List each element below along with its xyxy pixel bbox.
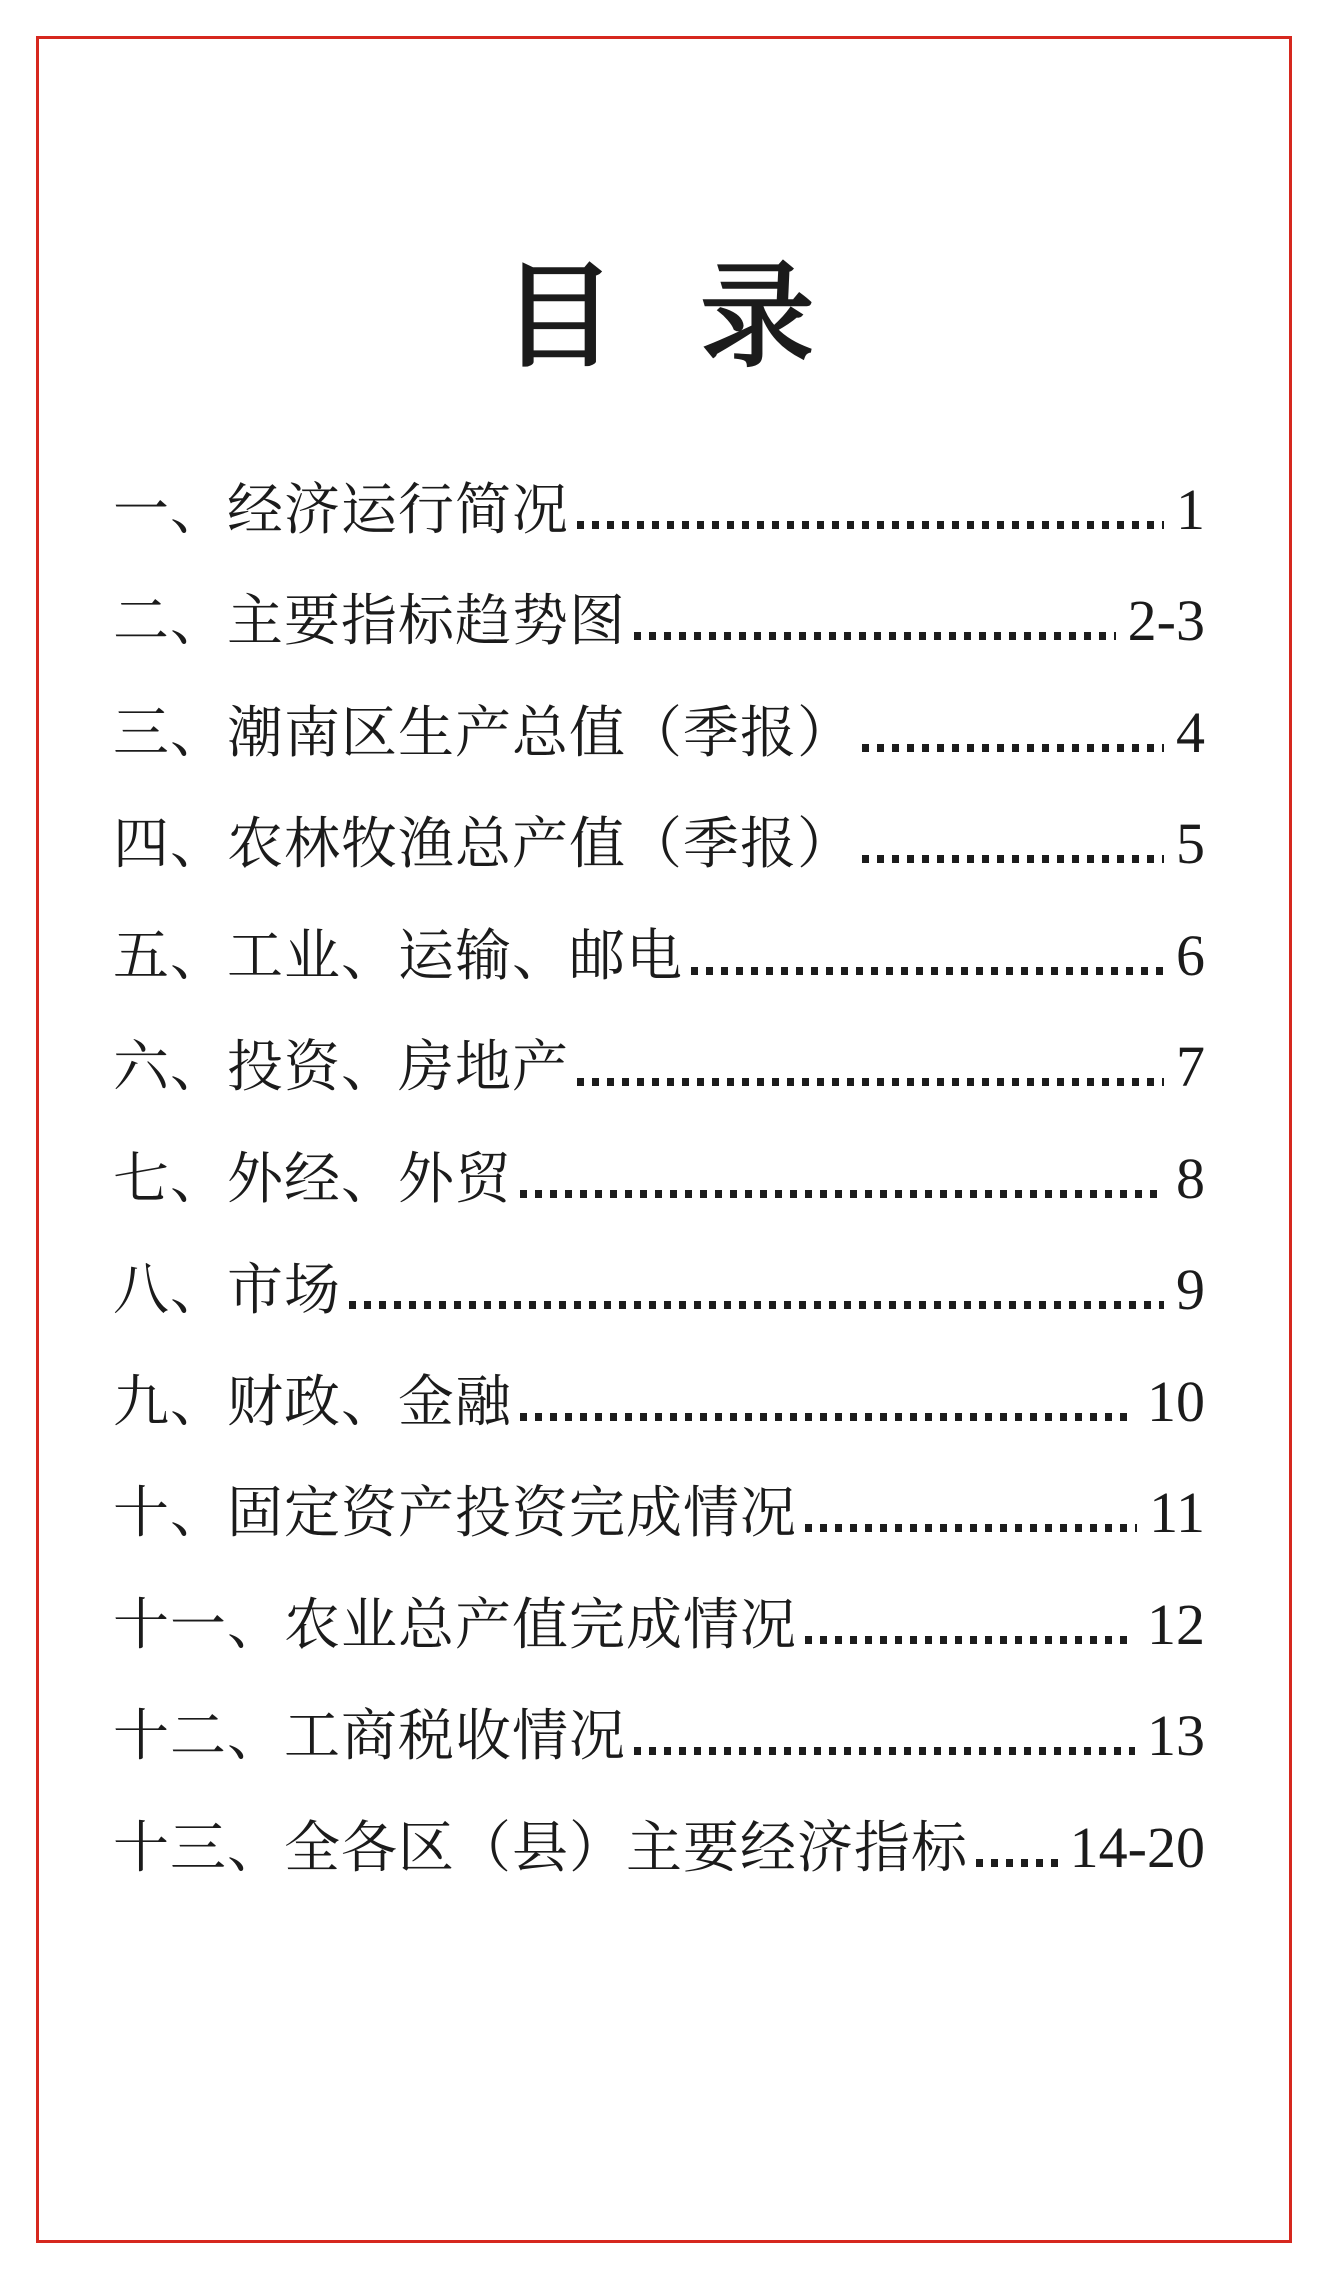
toc-entry-page-number: 4	[1176, 699, 1205, 765]
dot-leader	[520, 1190, 1164, 1198]
dot-leader	[976, 1859, 1058, 1867]
toc-entry-label: 十三、全各区（县）主要经济指标	[113, 1817, 968, 1880]
dot-leader	[862, 855, 1164, 863]
toc-entry-page-number: 6	[1176, 922, 1205, 988]
page-title: 目 录	[501, 254, 817, 381]
toc-entry-row	[113, 689, 1205, 801]
toc-entry-label: 六、投资、房地产	[113, 1037, 569, 1100]
dot-leader	[577, 1078, 1164, 1086]
toc-entry-page-number: 14-20	[1069, 1814, 1205, 1880]
toc-entry-label: 一、经济运行简况	[113, 479, 569, 542]
toc-entry-label: 三、潮南区生产总值（季报）	[113, 702, 854, 765]
toc-entry-row	[113, 1358, 1205, 1470]
toc-entry-page-number: 5	[1176, 811, 1205, 877]
dot-leader	[805, 1524, 1137, 1532]
toc-entry-row	[113, 1581, 1205, 1693]
toc-entry-row	[113, 1135, 1205, 1247]
toc-entry-page-number: 13	[1147, 1703, 1205, 1769]
toc-entry-page-number: 7	[1176, 1034, 1205, 1100]
toc-entry-row	[113, 1804, 1205, 1916]
toc-entry-label: 四、农林牧渔总产值（季报）	[113, 814, 854, 877]
toc-entry-label: 八、市场	[113, 1260, 341, 1323]
toc-entry-row	[113, 1692, 1205, 1804]
dot-leader	[634, 1747, 1135, 1755]
toc-entry-row	[113, 912, 1205, 1024]
toc-entry-page-number: 10	[1147, 1368, 1205, 1434]
toc-entry-label: 十一、农业总产值完成情况	[113, 1594, 797, 1657]
toc-content	[113, 0, 1205, 1915]
toc-entry-page-number: 12	[1147, 1591, 1205, 1657]
toc-entry-label: 十二、工商税收情况	[113, 1706, 626, 1769]
toc-entry-row	[113, 800, 1205, 912]
toc-entry-page-number: 2-3	[1127, 588, 1205, 654]
toc-entry-row	[113, 1469, 1205, 1581]
dot-leader	[691, 967, 1164, 975]
toc-entry-page-number: 9	[1176, 1257, 1205, 1323]
toc-entry-page-number: 8	[1176, 1145, 1205, 1211]
toc-entry-row	[113, 466, 1205, 578]
toc-entry-label: 九、财政、金融	[113, 1371, 512, 1434]
toc-entry-row	[113, 577, 1205, 689]
dot-leader	[520, 1413, 1135, 1421]
toc-entry-row	[113, 1246, 1205, 1358]
dot-leader	[349, 1301, 1164, 1309]
toc-entry-row	[113, 1023, 1205, 1135]
toc-entry-label: 七、外经、外贸	[113, 1148, 512, 1211]
toc-list	[113, 466, 1205, 1916]
dot-leader	[577, 521, 1164, 529]
toc-entry-label: 十、固定资产投资完成情况	[113, 1483, 797, 1546]
dot-leader	[862, 744, 1164, 752]
toc-entry-page-number: 1	[1176, 476, 1205, 542]
dot-leader	[805, 1636, 1135, 1644]
toc-entry-label: 五、工业、运输、邮电	[113, 925, 683, 988]
toc-entry-page-number: 11	[1149, 1480, 1205, 1546]
toc-entry-label: 二、主要指标趋势图	[113, 591, 626, 654]
dot-leader	[634, 632, 1116, 640]
